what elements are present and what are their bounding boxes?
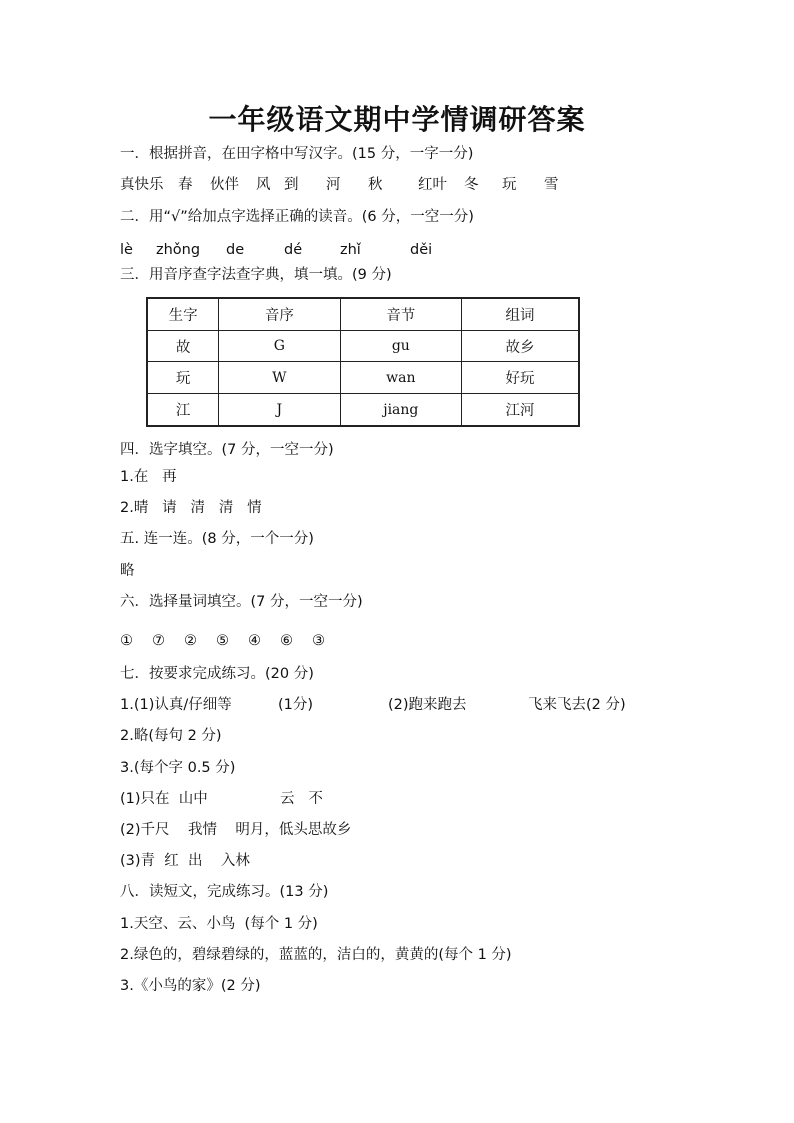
section-1-heading: 一．根据拼音，在田字格中写汉字。(15 分，一字一分) xyxy=(120,146,474,162)
pinyin-answer: de xyxy=(226,242,245,258)
answer-word: 玩 xyxy=(502,177,517,193)
answer-text: 1.(1)认真/仔细等 xyxy=(120,697,232,713)
answer-word: 雪 xyxy=(544,177,559,193)
table-cell: 江 xyxy=(147,394,219,426)
table-row xyxy=(147,330,579,362)
answer-word: 秋 xyxy=(368,177,383,193)
table-cell: gu xyxy=(340,330,462,362)
table-header: 组词 xyxy=(462,298,579,330)
section-6-heading: 六．选择量词填空。(7 分，一空一分) xyxy=(120,594,363,610)
table-cell: 故 xyxy=(147,330,219,362)
section-7-line-6: (3)青 红 出 入林 xyxy=(120,853,250,869)
answer-word: 伙伴 xyxy=(210,177,239,193)
section-5-heading: 五. 连一连。(8 分，一个一分) xyxy=(120,531,314,547)
answer-word: 春 xyxy=(178,177,193,193)
table-cell: wan xyxy=(340,362,462,394)
answer-word: 到 xyxy=(284,177,299,193)
section-7-heading: 七．按要求完成练习。(20 分) xyxy=(120,666,314,682)
pinyin-answer: dé xyxy=(284,242,303,258)
answer-word: 冬 xyxy=(464,177,479,193)
answer-word: 真快乐 xyxy=(120,177,164,193)
answer-word: 风 xyxy=(256,177,271,193)
answer-text: (2)跑来跑去 xyxy=(388,697,467,713)
section-5-answer: 略 xyxy=(120,563,135,579)
table-header: 音节 xyxy=(340,298,462,330)
table-header: 音序 xyxy=(219,298,340,330)
section-7-line-5: (2)千尺 我情 明月，低头思故乡 xyxy=(120,822,352,838)
table-cell: W xyxy=(219,362,340,394)
table-header: 生字 xyxy=(147,298,219,330)
circled-number: ① xyxy=(120,633,133,649)
table-cell: G xyxy=(219,330,340,362)
section-3-heading: 三．用音序查字法查字典，填一填。(9 分) xyxy=(120,267,392,283)
answer-text: (1)只在 山中 xyxy=(120,791,208,807)
section-4-line-1: 1.在 再 xyxy=(120,469,177,485)
pinyin-answer: děi xyxy=(410,242,433,258)
page-title: 一年级语文期中学情调研答案 xyxy=(208,103,586,136)
circled-number: ② xyxy=(184,633,197,649)
table-cell: 江河 xyxy=(462,394,579,426)
table-cell: J xyxy=(219,394,340,426)
table-header-row xyxy=(147,298,579,330)
section-2-answers xyxy=(120,240,440,260)
table-cell: 好玩 xyxy=(462,362,579,394)
circled-number: ⑤ xyxy=(216,633,229,649)
circled-number: ⑥ xyxy=(280,633,293,649)
circled-number: ④ xyxy=(248,633,261,649)
answer-text: 飞来飞去(2 分) xyxy=(528,697,626,713)
answer-word: 河 xyxy=(326,177,341,193)
pinyin-answer: zhǐ xyxy=(340,242,361,258)
section-8-line-3: 3.《小鸟的家》(2 分) xyxy=(120,978,261,994)
pinyin-answer: zhǒng xyxy=(156,242,201,258)
table-row xyxy=(147,362,579,394)
section-8-heading: 八．读短文，完成练习。(13 分) xyxy=(120,884,329,900)
answer-text: 云 不 xyxy=(280,791,323,807)
table-row xyxy=(147,394,579,426)
table-cell: 玩 xyxy=(147,362,219,394)
circled-number: ⑦ xyxy=(152,633,165,649)
section-8-line-2: 2.绿色的，碧绿碧绿的，蓝蓝的，洁白的，黄黄的(每个 1 分) xyxy=(120,947,512,963)
pinyin-answer: lè xyxy=(120,242,133,258)
section-4-heading: 四．选字填空。(7 分，一空一分) xyxy=(120,442,334,458)
section-7-line-3: 3.(每个字 0.5 分) xyxy=(120,760,236,776)
table-cell: 故乡 xyxy=(462,330,579,362)
section-7-line-2: 2.略(每句 2 分) xyxy=(120,728,222,744)
section-2-heading: 二．用“√”给加点字选择正确的读音。(6 分，一空一分) xyxy=(120,209,474,225)
section-7-line-1 xyxy=(120,695,626,715)
section-4-line-2: 2.晴 请 清 清 情 xyxy=(120,500,262,516)
answer-word: 红叶 xyxy=(418,177,447,193)
section-6-answers xyxy=(120,631,332,651)
section-7-line-4 xyxy=(120,789,323,809)
section-8-line-1: 1.天空、云、小鸟 (每个 1 分) xyxy=(120,916,318,932)
dictionary-table xyxy=(146,297,580,427)
table-cell: jiang xyxy=(340,394,462,426)
score-text: (1分) xyxy=(278,697,314,713)
section-1-answers xyxy=(120,175,568,195)
circled-number: ③ xyxy=(312,633,325,649)
